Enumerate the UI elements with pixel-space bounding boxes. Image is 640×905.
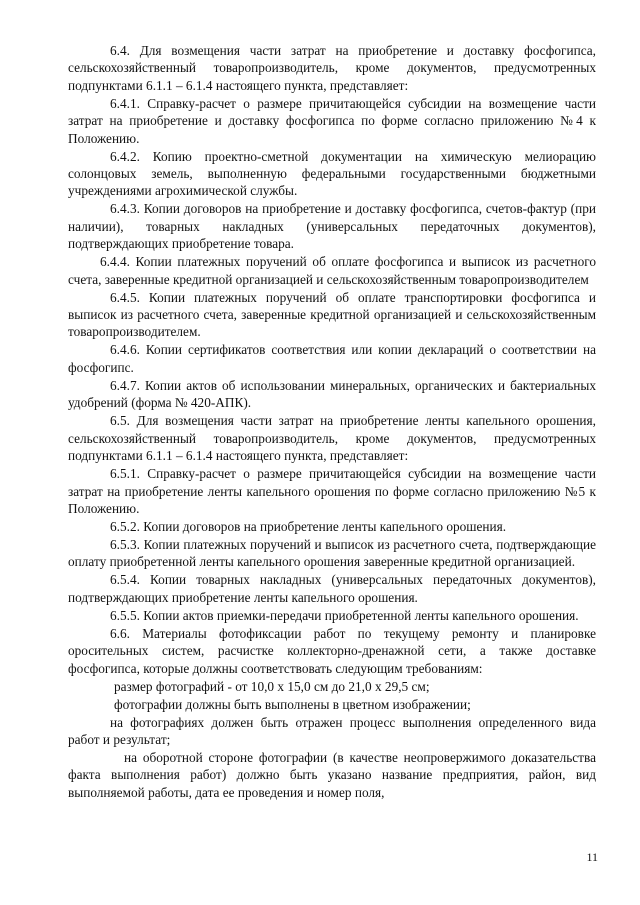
page-number: 11 xyxy=(586,850,598,864)
requirement-photo-reverse-side: на оборотной стороне фотографии (в качестве неопровержимого доказательства факта выполнения работ) должно быть указано название предприятия, район, вид выполняемой работы, дата ее проведения и номер поля, xyxy=(68,749,596,800)
paragraph-6-5-3: 6.5.3. Копии платежных поручений и выписок из расчетного счета, подтверждающие оплату приобретенной ленты капельного орошения заверенные кредитной организацией. xyxy=(68,536,596,570)
paragraph-6-5-1: 6.5.1. Справку-расчет о размере причитающейся субсидии на возмещение части затрат на приобретение ленты капельного орошения по форме согласно приложению №5 к Положению. xyxy=(68,466,596,516)
document-body xyxy=(68,42,596,802)
paragraph-6-4-3: 6.4.3. Копии договоров на приобретение и доставку фосфогипса, счетов-фактур (при наличии), товарных накладных (универсальных передаточных документов), подтверждающих приобретение товара. xyxy=(68,201,596,252)
paragraph-6-4-2: 6.4.2. Копию проектно-сметной документации на химическую мелиорацию солонцовых земель, выполненную федеральными государственными бюджетными учреждениями агрохимической службы. xyxy=(68,148,596,199)
paragraph-6-5-2: 6.5.2. Копии договоров на приобретение ленты капельного орошения. xyxy=(110,518,507,534)
paragraph-6-5-4: 6.5.4. Копии товарных накладных (универсальных передаточных документов), подтверждающих приобретение ленты капельного орошения. xyxy=(68,572,596,605)
paragraph-6-4-7: 6.4.7. Копии актов об использовании минеральных, органических и бактериальных удобрений (форма № 420-АПК). xyxy=(68,377,596,411)
paragraph-6-4-6: 6.4.6. Копии сертификатов соответствия или копии деклараций о соответствии на фосфогипс. xyxy=(68,342,596,375)
paragraph-6-4-4: 6.4.4. Копии платежных поручений об оплате фосфогипса и выписок из расчетного счета, заверенные кредитной организацией и сельскохозяйственным товаропроизводителем xyxy=(68,254,596,287)
requirement-photo-color: фотографии должны быть выполнены в цветном изображении; xyxy=(114,696,471,712)
paragraph-6-5: 6.5. Для возмещения части затрат на приобретение ленты капельного орошения, сельскохозяйственный товаропроизводитель, кроме документов, предусмотренных подпунктами 6.1.1 – 6.1.4 настоящего пункта, представляет: xyxy=(68,413,596,464)
paragraph-6-5-5: 6.5.5. Копии актов приемки-передачи приобретенной ленты капельного орошения. xyxy=(110,607,579,623)
paragraph-6-4-5: 6.4.5. Копии платежных поручений об оплате транспортировки фосфогипса и выписок из расчетного счета, заверенные кредитной организацией и сельскохозяйственным товаропроизводителем. xyxy=(68,289,596,340)
requirement-photo-size: размер фотографий - от 10,0 х 15,0 см до 21,0 х 29,5 см; xyxy=(114,678,430,694)
requirement-photo-content: на фотографиях должен быть отражен процесс выполнения определенного вида работ и результат; xyxy=(68,714,596,747)
paragraph-6-4-1: 6.4.1. Справку-расчет о размере причитающейся субсидии на возмещение части затрат на приобретение и доставку фосфогипса по форме согласно приложению №4 к Положению. xyxy=(68,95,596,146)
paragraph-6-6: 6.6. Материалы фотофиксации работ по текущему ремонту и планировке оросительных систем, расчистке коллекторно-дренажной сети, а также доставке фосфогипса, которые должны соответствовать следующим требованиям: xyxy=(68,625,596,676)
paragraph-6-4: 6.4. Для возмещения части затрат на приобретение и доставку фосфогипса, сельскохозяйственный товаропроизводитель, кроме документов, предусмотренных подпунктами 6.1.1 – 6.1.4 настоящего пункта, представляет: xyxy=(68,43,596,93)
